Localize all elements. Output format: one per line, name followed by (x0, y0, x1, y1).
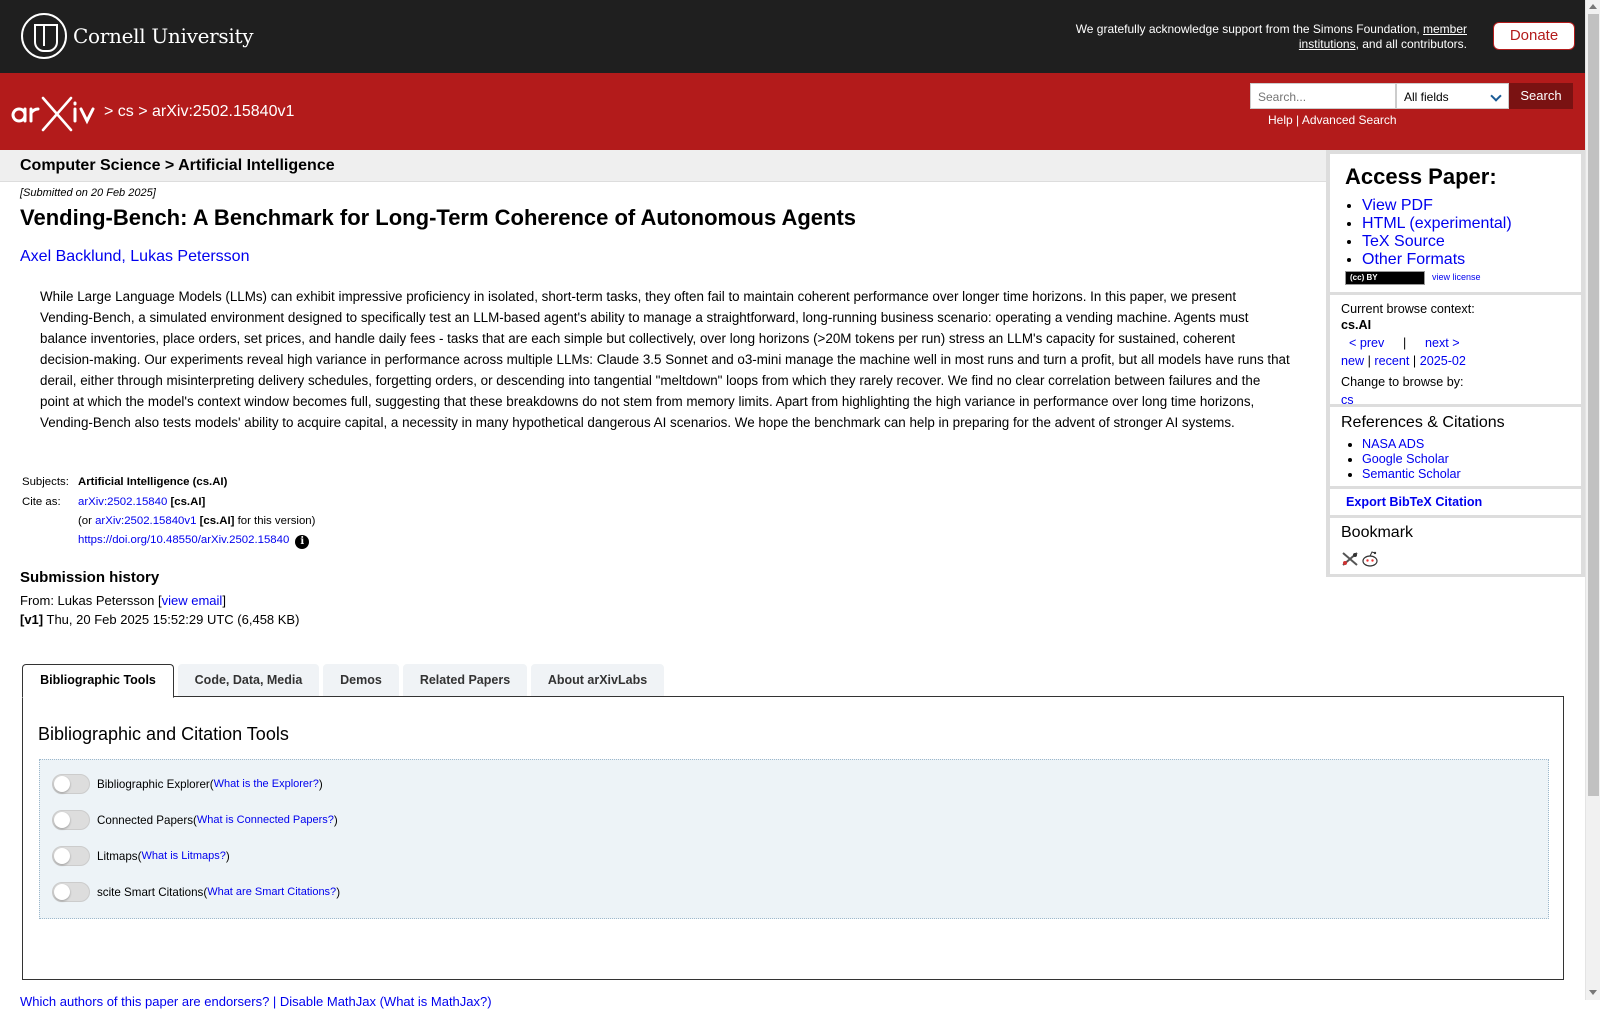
subjects-value: Artificial Intelligence (cs.AI) (78, 476, 228, 488)
from-suffix: ] (222, 593, 226, 608)
page-scrollbar[interactable] (1585, 0, 1600, 1000)
paren-close: ) (336, 885, 341, 899)
paren-open: ( (203, 885, 208, 899)
cite-version-suffix: for this version) (234, 515, 316, 527)
abstract: While Large Language Models (LLMs) can exhibit impressive proficiency in isolated, short-term tasks, they often fail to maintain coherent performance over longer time horizons. In this paper, we present Vending-Bench, a simulated environment designed to specifically test an LLM-based agent's ability to manage a straightforward, long-running business scenario: operating a vending machine. Agents must balance inventories, place orders, set prices, and handle daily fees - tasks that are each simple but collectively, over long horizons (>20M tokens per run) stress an LLM's capacity for sustained, coherent decision-making. Our experiments reveal high variance in performance across multiple LLMs: Claude 3.5 Sonnet and o3-mini manage the machine well in most runs and turn a profit, but all models have runs that derail, either through misinterpreting delivery schedules, forgetting orders, or descending into tangential "meltdown" loops from which they rarely recover. We find no clear correlation between failures and the point at which the model's context window becomes full, suggesting that these breakdowns do not stem from memory limits. Apart from highlighting the high variance in performance over long time horizons, Vending-Bench also tests models' ability to acquire capital, a necessity in many hypothetical dangerous AI scenarios. We hope the benchmark can help in preparing for the advent of stronger AI systems. (40, 289, 1290, 430)
view-pdf-link[interactable]: View PDF (1362, 197, 1433, 214)
tool-row-scite (52, 882, 340, 902)
member-institutions-link[interactable]: member institutions (1298, 22, 1467, 51)
cite-category: [cs.AI] (167, 496, 206, 508)
prev-link[interactable]: < prev (1349, 336, 1385, 350)
tools-box (39, 759, 1549, 919)
tool-label: Connected Papers (97, 813, 194, 827)
month-link[interactable]: 2025-02 (1419, 354, 1466, 368)
category-heading: Computer Science > Artificial Intelligence (20, 157, 335, 174)
paren-close: ) (333, 813, 338, 827)
breadcrumb (104, 103, 294, 121)
arxiv-logo-icon[interactable] (9, 92, 101, 132)
doi-value (78, 534, 309, 549)
crumb-cs-link[interactable]: cs (117, 103, 134, 120)
paren-open: ( (193, 813, 197, 827)
browse-context-label: Current browse context: (1341, 302, 1475, 316)
submission-date: [Submitted on 20 Feb 2025] (20, 187, 156, 199)
google-scholar-link[interactable]: Google Scholar (1362, 452, 1449, 466)
access-links (1362, 197, 1512, 269)
toggle-switch[interactable] (52, 810, 90, 830)
access-paper-box (1330, 154, 1581, 292)
authors (20, 248, 249, 266)
version-tag: [v1] (20, 612, 44, 627)
scroll-up-arrow-icon[interactable] (1589, 4, 1597, 9)
author-link[interactable]: Axel Backlund (20, 248, 122, 265)
paren-close: ) (318, 777, 323, 791)
submission-from (20, 593, 226, 608)
links-separator: | (1292, 113, 1302, 127)
subjects-label: Subjects: (22, 476, 69, 488)
submission-history-heading: Submission history (20, 569, 160, 586)
tool-label: scite Smart Citations (97, 885, 204, 899)
search-input[interactable]: Search... (1250, 83, 1396, 109)
search-help-links (1268, 113, 1397, 127)
toggle-switch[interactable] (52, 774, 90, 794)
bookmark-heading: Bookmark (1341, 524, 1414, 541)
semantic-scholar-link[interactable]: Semantic Scholar (1362, 467, 1461, 481)
other-formats-link[interactable]: Other Formats (1362, 251, 1466, 268)
category-subheader (0, 150, 1326, 182)
search-button[interactable]: Search (1509, 83, 1573, 109)
cite-version-value (78, 515, 315, 527)
tool-info-link[interactable]: What is the Explorer? (213, 778, 319, 790)
view-license-link[interactable]: view license (1432, 272, 1481, 282)
paper-title: Vending-Bench: A Benchmark for Long-Term Coherence of Autonomous Agents (20, 205, 857, 230)
tool-label: Litmaps (97, 849, 138, 863)
author-link[interactable]: Lukas Petersson (130, 248, 250, 265)
export-bibtex-link[interactable]: Export BibTeX Citation (1346, 495, 1483, 509)
cite-label: Cite as: (22, 496, 61, 508)
scroll-thumb[interactable] (1588, 14, 1599, 796)
browse-nav (1341, 354, 1466, 368)
tab-about-arxivlabs[interactable]: About arXivLabs (531, 664, 664, 697)
references-heading: References & Citations (1341, 414, 1505, 431)
tab-bibliographic-tools[interactable]: Bibliographic Tools (22, 664, 174, 698)
sidebar (1326, 150, 1585, 577)
advanced-search-link[interactable]: Advanced Search (1301, 113, 1397, 127)
search-field-select[interactable] (1396, 83, 1509, 109)
help-link[interactable]: Help (1268, 113, 1293, 127)
toggle-switch[interactable] (52, 846, 90, 866)
tab-code-data-media[interactable]: Code, Data, Media (178, 664, 319, 697)
browse-cs-link[interactable]: cs (1341, 393, 1354, 407)
browse-context-box (1330, 295, 1581, 407)
support-suffix: , and all contributors. (1355, 37, 1467, 51)
doi-link[interactable]: https://doi.org/10.48550/arXiv.2502.15840 (78, 534, 290, 546)
next-link[interactable]: next > (1425, 336, 1460, 350)
view-email-link[interactable]: view email (161, 593, 223, 608)
cornell-logo-link[interactable] (21, 13, 253, 59)
tab-demos[interactable]: Demos (323, 664, 399, 697)
references-box (1330, 407, 1581, 486)
cornell-banner (0, 0, 1585, 73)
author-separator: , (121, 248, 131, 265)
info-icon[interactable]: i (295, 535, 309, 549)
tool-row-explorer (52, 774, 323, 794)
cite-or-text: (or (78, 515, 96, 527)
search-field-value: All fields (1404, 90, 1449, 104)
change-browse-label: Change to browse by: (1341, 375, 1464, 389)
paren-open: ( (209, 777, 214, 791)
browse-context-value: cs.AI (1341, 318, 1372, 332)
paren-open: ( (137, 849, 142, 863)
tool-info-link[interactable]: What is Litmaps? (141, 850, 226, 862)
crumb-separator: > (104, 103, 118, 120)
bookmark-box (1330, 518, 1581, 574)
cornell-name: Cornell University (73, 24, 254, 48)
cornell-seal-icon (21, 13, 67, 59)
recent-link[interactable]: recent (1374, 354, 1410, 368)
pipe-separator: | (1409, 354, 1420, 368)
tab-related-papers[interactable]: Related Papers (403, 664, 527, 697)
toggle-switch[interactable] (52, 882, 90, 902)
cite-version-link[interactable]: arXiv:2502.15840v1 (95, 515, 197, 527)
crumb-paper-id: arXiv:2502.15840v1 (152, 103, 295, 120)
tool-row-litmaps (52, 846, 230, 866)
tool-row-connected-papers (52, 810, 338, 830)
from-text: From: Lukas Petersson [ (20, 593, 162, 608)
references-links (1362, 437, 1461, 482)
new-link[interactable]: new (1341, 354, 1365, 368)
tex-source-link[interactable]: TeX Source (1362, 233, 1445, 250)
version-info: Thu, 20 Feb 2025 15:52:29 UTC (6,458 KB) (43, 612, 300, 627)
support-text: We gratefully acknowledge support from the Simons Foundation, (1075, 22, 1423, 36)
reddit-icon[interactable] (1361, 551, 1379, 567)
pipe-separator: | (1364, 354, 1375, 368)
html-link[interactable]: HTML (experimental) (1362, 215, 1512, 232)
tool-info-link[interactable]: What is Connected Papers? (196, 814, 334, 826)
scroll-down-arrow-icon[interactable] (1589, 990, 1597, 995)
chevron-down-icon (1490, 90, 1501, 101)
tab-panel (22, 696, 1564, 980)
cite-id-link[interactable]: arXiv:2502.15840 (78, 496, 168, 508)
tools-heading: Bibliographic and Citation Tools (38, 724, 289, 744)
access-heading: Access Paper: (1345, 164, 1497, 189)
support-acknowledgement (1047, 22, 1467, 52)
donate-button[interactable]: Donate (1493, 22, 1575, 50)
cite-value (78, 496, 205, 508)
nasa-ads-link[interactable]: NASA ADS (1362, 437, 1425, 451)
arxiv-header (0, 73, 1585, 150)
tool-label: Bibliographic Explorer (97, 777, 210, 791)
version-entry (20, 612, 299, 627)
nav-separator: | (1403, 336, 1407, 350)
tool-info-link[interactable]: What are Smart Citations? (207, 886, 337, 898)
crumb-separator: > (133, 103, 153, 120)
bibsonomy-icon[interactable] (1341, 551, 1359, 567)
bibtex-box (1330, 489, 1581, 515)
footer-links-cut[interactable]: Which authors of this paper are endorsers? | Disable MathJax (What is MathJax?) (20, 994, 492, 1009)
cc-license-icon[interactable]: (cc) BY (1345, 271, 1425, 285)
paren-close: ) (225, 849, 230, 863)
cite-version-category: [cs.AI] (196, 515, 235, 527)
